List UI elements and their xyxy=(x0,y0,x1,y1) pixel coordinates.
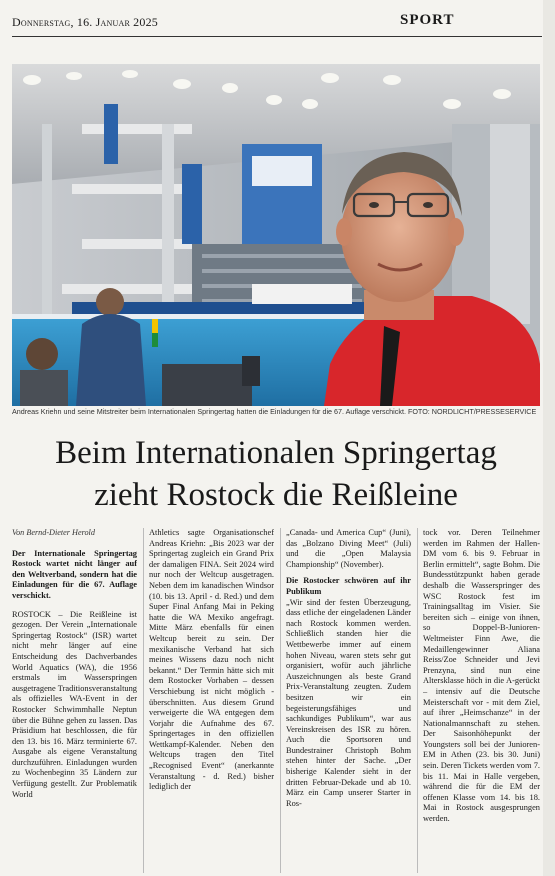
subheading: Die Rostocker schwören auf ihr Publikum xyxy=(286,576,411,596)
body-paragraph-1: ROSTOCK – Die Reißleine ist gezogen. Der Verein „Internationale Springertag Rostock“ (ISR) wartet nicht mehr länger auf eine Entscheidung des Dachverbandes World Aquatics (WA), die 1956 erstmals im Wasserspringen ausgetragene Traditionsveranstaltung als offizielles WA-Event in der Rostocker Schwimmhalle Neptun über die Bühne gehen zu lassen. Das Präsidium hat beschlossen, die für den 13. bis 16. März terminierte 67. Ausgabe als eigene Veranstaltung durchzuführen. Einladungen wurden zu Wochenbeginn 35 Ländern zur Verfügung gestellt. Zur Problematik World xyxy=(12,609,137,799)
column-3 xyxy=(286,528,411,873)
body-paragraph-3b: „Wir sind der festen Überzeugung, dass etliche der eingeladenen Länder nach Rostock kommen werden. Schließlich standen hier die Wettbewerbe immer auf einem hohen Niveau, waren stets sehr gut organisiert, wofür auch jährliche Auszeichnungen als beste Grand Prix-Veranstaltung zeugten. Zudem besitzen wir ein begeisterungsfähiges und sachkundiges Publikum“, war aus Vereinskreisen des ISR zu hören. Auch die Sportsoren und Bundestrainer Christoph Bohm stehen hinter der Sache. „Der bisherige Kalender sieht in der dritten Februar-Dekade und ab 10. März ein Camp unserer Starter in Ros- xyxy=(286,597,411,808)
column-divider xyxy=(280,528,281,873)
photo-caption: Andreas Kriehn und seine Mitstreiter beim Internationalen Springertag hatten die Einladungen für die 67. Auflage verschickt. FOTO: NORDLICHT/PRESSESERVICE xyxy=(12,407,537,416)
body-paragraph-2: Athletics sagte Organisationschef Andreas Kriehn: „Bis 2023 war der Springertag zugleich ein Grand Prix der damaligen FINA. Seit 2024 wird nur noch der Weltcup ausgetragen. Neben dem im kanadischen Windsor (10. bis 13. April - d. Red.) und dem Super Final Anfang Mai in Peking hatte die WA Mexiko angefragt. Mitte März ebenfalls für einen Weltcup bereit zu sein. Der mexikanische Verband hat sich meines Wissens dazu noch nicht bekannt.“ Der Termin hätte sich mit dem Rostocker Vorhaben – dessen Verschiebung ist nicht möglich - überschnitten. Aus diesem Grund verweigerte die WA entgegen dem Vorjahr die Aufnahme des 67. Springertages in den offiziellen Wettkampf-Kalender. Neben den Weltcups tragen den Titel „Recognised Event“ (anerkannte Veranstaltung - d. Red.) bisher lediglich der xyxy=(149,528,274,792)
section-title: SPORT xyxy=(400,12,455,28)
column-4 xyxy=(423,528,540,873)
masthead xyxy=(12,12,542,34)
body-paragraph-3a: „Canada- und America Cup“ (Juni), das „Bolzano Diving Meet“ (Juli) und die „Open Malaysia Championship“ (November). xyxy=(286,528,411,569)
article-photo xyxy=(12,64,540,406)
lead-paragraph: Der Internationale Springertag Rostock wartet nicht länger auf den Weltverband, sondern hat die Einladungen für die 67. Auflage verschickt. xyxy=(12,548,137,600)
article-body xyxy=(12,528,540,873)
body-paragraph-4: tock vor. Deren Teilnehmer werden im Rahmen der Hallen-DM vom 6. bis 9. Februar in Berlin ermittelt“, sagte Bohm. Die Bundesstützpunkt haben gerade deshalb die Wasserspringer des WSC Rostock fest im Trainingsalltag im Visier. Sie bereiten sich – einige von ihnen, so Doppel-B-Junioren-Weltmeister Finn Awe, die Medaillengewinner Aliana Reiss/Zoe Schneider und Jevi Prenzyna, sind nun eine Altersklasse höch in die A-gerückt – intensiv auf die Deutsche Meisterschaft vor - mit dem Ziel, auf ihrer „Heimschanze“ in der Nationalmannschaft zu stehen. Der Saisonhöhepunkt der Youngsters soll bei der Junioren-EM in Athen (23. bis 30. Juni) sein. Deren Tickets werden vom 7. bis 11. Mai in Halle vergeben, während die für die EM der offenen Klasse vom 14. bis 18. Mai in Rostock ausgesprungen werden. xyxy=(423,528,540,824)
byline: Von Bernd-Dieter Herold xyxy=(12,528,95,537)
adjacent-page-edge xyxy=(543,0,555,876)
column-divider xyxy=(143,528,144,873)
column-2 xyxy=(149,528,274,873)
article-headline xyxy=(12,432,540,516)
headline-line-1: Beim Internationalen Springertag xyxy=(55,435,497,471)
headline-line-2: zieht Rostock die Reißleine xyxy=(94,477,458,513)
issue-date: Donnerstag, 16. Januar 2025 xyxy=(12,15,158,29)
masthead-rule xyxy=(12,36,542,37)
column-1 xyxy=(12,528,137,873)
column-divider xyxy=(417,528,418,873)
